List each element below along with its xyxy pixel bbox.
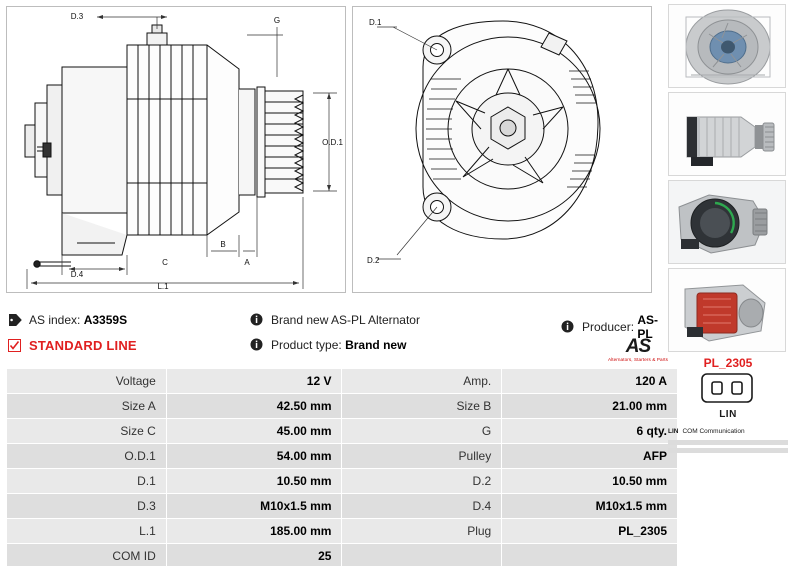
product-photo-rail xyxy=(668,4,788,456)
spec-label-left: D.3 xyxy=(7,494,167,519)
logo-wordmark: AS xyxy=(625,336,651,357)
spec-label-left: O.D.1 xyxy=(7,444,167,469)
drawing-front-view xyxy=(352,6,652,293)
info-block xyxy=(0,305,660,365)
table-row xyxy=(7,394,678,419)
brand-new-text: Brand new AS-PL Alternator xyxy=(271,313,420,327)
alternator-photo-side[interactable] xyxy=(668,92,786,176)
as-index-row xyxy=(8,313,127,327)
side-view-svg xyxy=(7,7,345,292)
spec-value-left: M10x1.5 mm xyxy=(166,494,342,519)
spec-label-right: D.2 xyxy=(342,469,502,494)
table-row xyxy=(7,519,678,544)
standard-line-label: STANDARD LINE xyxy=(29,338,137,353)
label-d4: D.4 xyxy=(70,270,84,279)
spec-label-left: Size A xyxy=(7,394,167,419)
brand-new-row xyxy=(250,313,420,327)
spec-value-left: 185.00 mm xyxy=(166,519,342,544)
label-g: G xyxy=(273,16,281,25)
product-type-label: Product type: xyxy=(271,338,342,352)
spec-value-left: 54.00 mm xyxy=(166,444,342,469)
as-index-value: A3359S xyxy=(83,313,128,327)
alternator-photo-rear[interactable] xyxy=(668,268,786,352)
specification-table xyxy=(6,368,678,566)
spec-label-right: Size B xyxy=(342,394,502,419)
spec-value-right: 6 qty. xyxy=(502,419,678,444)
table-row xyxy=(7,494,678,519)
label-od1: O.D.1 xyxy=(322,138,343,147)
product-type-value: Brand new xyxy=(345,338,407,352)
spec-value-right: 21.00 mm xyxy=(502,394,678,419)
spec-label-right: G xyxy=(342,419,502,444)
label-d3: D.3 xyxy=(70,12,84,21)
spec-label-right xyxy=(342,544,502,566)
plug-diagram xyxy=(668,373,786,408)
plug-legend-key: LIN xyxy=(668,428,679,435)
spec-value-right: M10x1.5 mm xyxy=(502,494,678,519)
table-row xyxy=(7,544,678,566)
label-l1: L.1 xyxy=(157,282,169,291)
producer-label: Producer: xyxy=(582,320,635,334)
tag-icon xyxy=(8,313,23,327)
info-icon xyxy=(250,313,265,327)
alternator-photo-angled[interactable] xyxy=(668,180,786,264)
spec-value-right: PL_2305 xyxy=(502,519,678,544)
spec-label-left: L.1 xyxy=(7,519,167,544)
info-icon-2 xyxy=(250,338,265,352)
as-pl-logo xyxy=(600,336,676,362)
checkbox-icon xyxy=(8,339,23,353)
spec-value-left: 12 V xyxy=(166,369,342,394)
spec-value-right: 10.50 mm xyxy=(502,469,678,494)
label-a: A xyxy=(244,258,250,267)
spec-value-left: 45.00 mm xyxy=(166,419,342,444)
info-icon-3 xyxy=(561,320,576,334)
spec-label-left: COM ID xyxy=(7,544,167,566)
technical-drawings xyxy=(0,0,660,300)
plug-legend xyxy=(668,428,788,435)
label-d2: D.2 xyxy=(367,256,380,265)
plug-type-label: LIN xyxy=(719,409,737,420)
spec-label-left: Voltage xyxy=(7,369,167,394)
spec-value-right: AFP xyxy=(502,444,678,469)
drawing-side-view xyxy=(6,6,346,293)
spec-value-right xyxy=(502,544,678,566)
table-row xyxy=(7,444,678,469)
table-row xyxy=(7,369,678,394)
spec-label-right: D.4 xyxy=(342,494,502,519)
plug-legend-text: COM Communication xyxy=(682,428,745,435)
spec-label-right: Plug xyxy=(342,519,502,544)
producer-value: AS-PL xyxy=(637,313,659,341)
spec-label-left: D.1 xyxy=(7,469,167,494)
plug-code-label: PL_2305 xyxy=(703,356,753,370)
front-view-svg xyxy=(353,7,651,292)
product-type-row xyxy=(250,338,406,352)
spec-label-right: Amp. xyxy=(342,369,502,394)
label-d1: D.1 xyxy=(369,18,382,27)
table-row xyxy=(7,469,678,494)
spec-label-left: Size C xyxy=(7,419,167,444)
alternator-photo-front[interactable] xyxy=(668,4,786,88)
standard-line-row xyxy=(8,338,137,353)
spec-value-left: 25 xyxy=(166,544,342,566)
spec-value-left: 42.50 mm xyxy=(166,394,342,419)
label-b: B xyxy=(220,240,226,249)
as-index-label: AS index: xyxy=(29,313,81,327)
spec-label-right: Pulley xyxy=(342,444,502,469)
spec-value-right: 120 A xyxy=(502,369,678,394)
legend-placeholder-bars xyxy=(668,440,788,453)
logo-tagline: Alternators, Starters & Parts xyxy=(607,357,669,362)
label-c: C xyxy=(162,258,168,267)
table-row xyxy=(7,419,678,444)
spec-value-left: 10.50 mm xyxy=(166,469,342,494)
